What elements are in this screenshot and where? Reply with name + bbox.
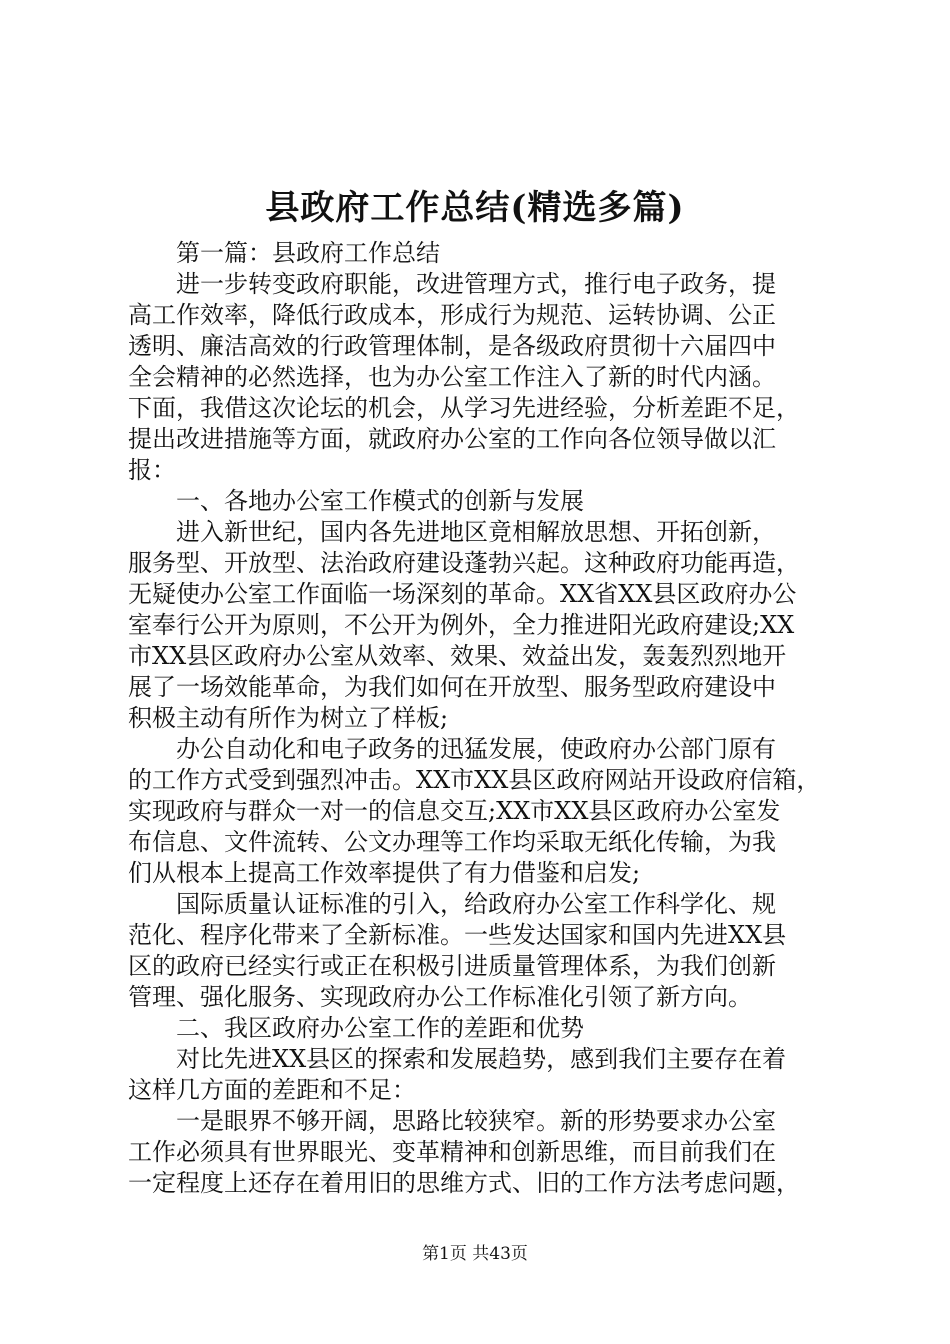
- text-line: 进入新世纪，国内各先进地区竟相解放思想、开拓创新，: [128, 518, 776, 546]
- text-line: 服务型、开放型、法治政府建设蓬勃兴起。这种政府功能再造，: [128, 549, 800, 577]
- text-line: 工作必须具有世界眼光、变革精神和创新思维，而目前我们在: [128, 1138, 776, 1166]
- text-line: 报：: [128, 456, 176, 484]
- text-line: 展了一场效能革命，为我们如何在开放型、服务型政府建设中: [128, 673, 776, 701]
- text-line: 布信息、文件流转、公文办理等工作均采取无纸化传输，为我: [128, 828, 776, 856]
- text-line: 无疑使办公室工作面临一场深刻的革命。XX省XX县区政府办公: [128, 580, 797, 608]
- text-line: 办公自动化和电子政务的迅猛发展，使政府办公部门原有: [128, 735, 776, 763]
- text-line: 实现政府与群众一对一的信息交互;XX市XX县区政府办公室发: [128, 797, 781, 825]
- text-line: 一是眼界不够开阔，思路比较狭窄。新的形势要求办公室: [128, 1107, 776, 1135]
- text-line: 提出改进措施等方面，就政府办公室的工作向各位领导做以汇: [128, 425, 776, 453]
- text-line: 范化、程序化带来了全新标准。一些发达国家和国内先进XX县: [128, 921, 787, 949]
- text-line: 市XX县区政府办公室从效率、效果、效益出发，轰轰烈烈地开: [128, 642, 787, 670]
- text-line: 室奉行公开为原则，不公开为例外，全力推进阳光政府建设;XX: [128, 611, 795, 639]
- text-line: 积极主动有所作为树立了样板;: [128, 704, 449, 732]
- text-line: 全会精神的必然选择，也为办公室工作注入了新的时代内涵。: [128, 363, 776, 391]
- text-line: 一定程度上还存在着用旧的思维方式、旧的工作方法考虑问题，: [128, 1169, 800, 1197]
- text-line: 国际质量认证标准的引入，给政府办公室工作科学化、规: [128, 890, 776, 918]
- page-footer: 第1页 共43页: [422, 1244, 528, 1264]
- text-line: 这样几方面的差距和不足：: [128, 1076, 416, 1104]
- text-line: 进一步转变政府职能，改进管理方式，推行电子政务，提: [128, 270, 776, 298]
- document-body: [128, 238, 832, 1199]
- text-line: 透明、廉洁高效的行政管理体制，是各级政府贯彻十六届四中: [128, 332, 776, 360]
- text-line: 对比先进XX县区的探索和发展趋势，感到我们主要存在着: [128, 1045, 787, 1073]
- text-line: 们从根本上提高工作效率提供了有力借鉴和启发;: [128, 859, 641, 887]
- text-line: 的工作方式受到强烈冲击。XX市XX县区政府网站开设政府信箱，: [128, 766, 821, 794]
- text-line: 一、各地办公室工作模式的创新与发展: [128, 487, 584, 515]
- text-line: 第一篇：县政府工作总结: [128, 239, 440, 267]
- text-line: 区的政府已经实行或正在积极引进质量管理体系，为我们创新: [128, 952, 776, 980]
- text-line: 下面，我借这次论坛的机会，从学习先进经验，分析差距不足，: [128, 394, 800, 422]
- text-line: 管理、强化服务、实现政府办公工作标准化引领了新方向。: [128, 983, 752, 1011]
- document-title: 县政府工作总结(精选多篇): [265, 188, 685, 228]
- text-line: 二、我区政府办公室工作的差距和优势: [128, 1014, 584, 1042]
- text-line: 高工作效率，降低行政成本，形成行为规范、运转协调、公正: [128, 301, 776, 329]
